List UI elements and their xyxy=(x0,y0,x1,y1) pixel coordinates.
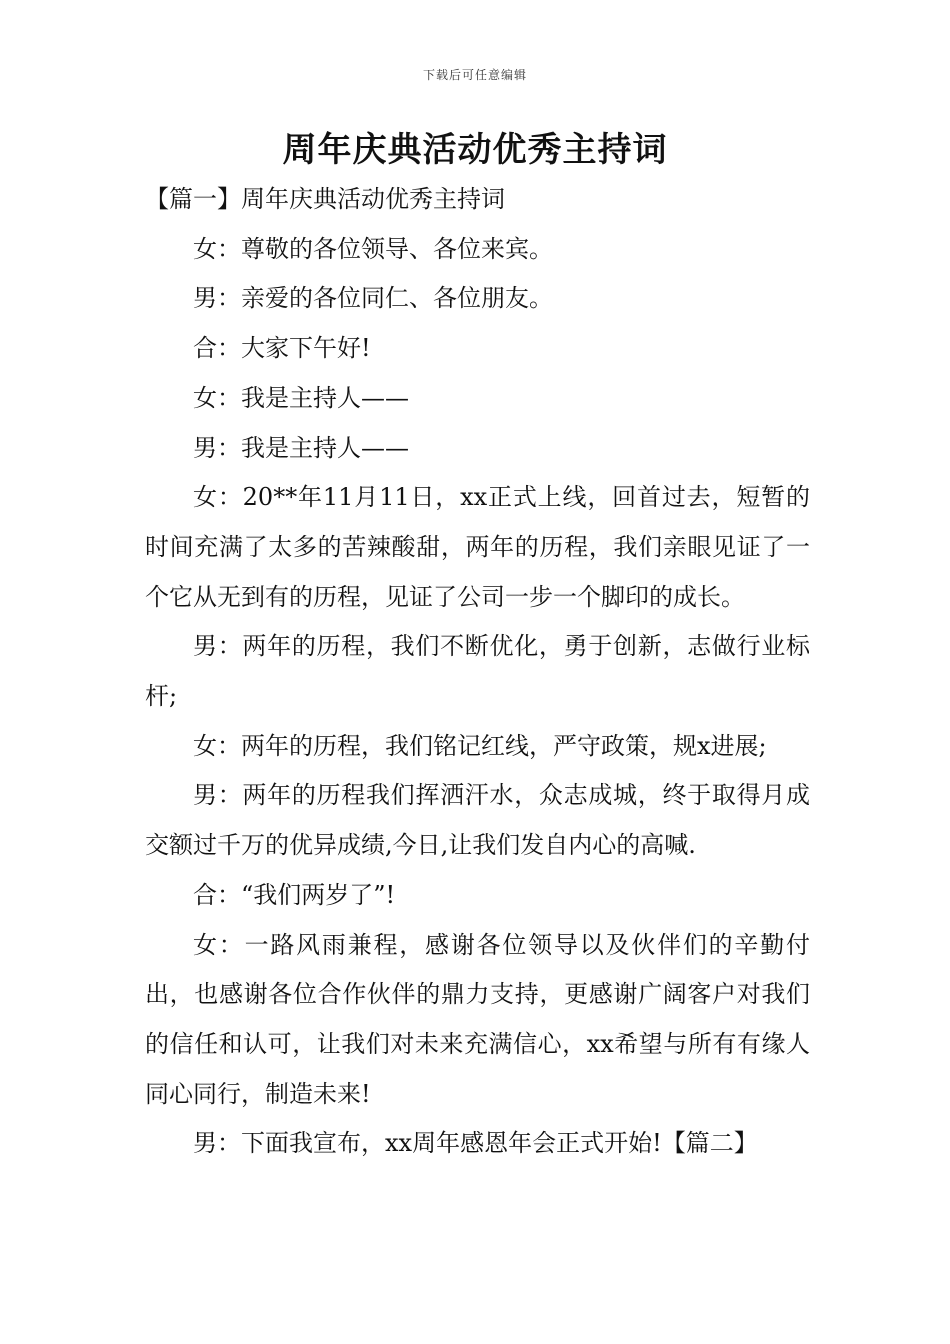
paragraph: 女：20**年11月11日，xx正式上线，回首过去，短暂的时间充满了太多的苦辣酸甜，两年的历程，我们亲眼见证了一个它从无到有的历程，见证了公司一步一个脚印的成长。 xyxy=(145,483,810,611)
paragraph: 女：尊敬的各位领导、各位来宾。 xyxy=(193,234,553,263)
paragraph: 合：大家下午好! xyxy=(193,334,371,363)
paragraph: 男：两年的历程，我们不断优化，勇于创新，志做行业标杆; xyxy=(145,632,810,711)
paragraph: 男：两年的历程我们挥洒汗水，众志成城，终于取得月成交额过千万的优异成绩,今日,让我们发自内心的高喊. xyxy=(145,781,810,860)
document-title: 周年庆典活动优秀主持词 xyxy=(282,130,668,170)
paragraph: 女：一路风雨兼程，感谢各位领导以及伙伴们的辛勤付出，也感谢各位合作伙伴的鼎力支持，更感谢广阔客户对我们的信任和认可，让我们对未来充满信心，xx希望与所有有缘人同心同行，制造未来! xyxy=(145,930,810,1108)
paragraph: 女：两年的历程，我们铭记红线，严守政策，规x进展; xyxy=(193,731,767,760)
paragraph: 合：“我们两岁了”! xyxy=(193,880,396,909)
header-note: 下载后可任意编辑 xyxy=(422,68,527,82)
paragraph: 男：亲爱的各位同仁、各位朋友。 xyxy=(193,284,553,313)
paragraph: 男：下面我宣布，xx周年感恩年会正式开始!【篇二】 xyxy=(193,1129,758,1158)
paragraph: 女：我是主持人—— xyxy=(193,383,409,412)
document-body xyxy=(145,175,810,1169)
section-heading: 【篇一】周年庆典活动优秀主持词 xyxy=(145,185,505,213)
paragraph: 男：我是主持人—— xyxy=(193,433,409,462)
